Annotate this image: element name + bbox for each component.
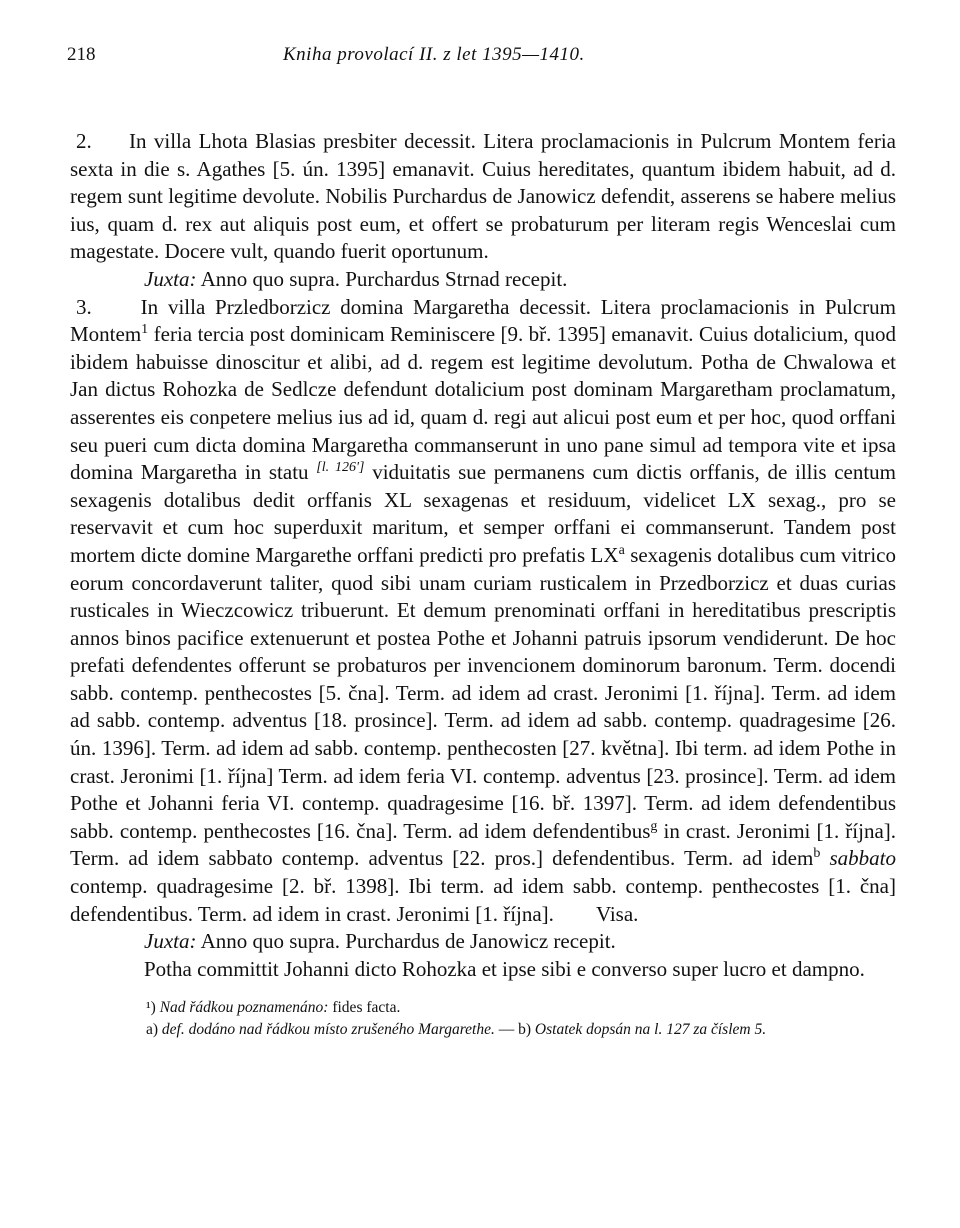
folio-marker: [l. 126'] bbox=[316, 460, 365, 476]
footnote-ref-g: g bbox=[650, 818, 658, 834]
entry-3-text-a: In villa Przledborzicz domina Margaretha decessit. Litera proclamacionis in Pulcrum Montem bbox=[70, 294, 896, 347]
entry-3-text-e: in crast. Jeronimi [1. října]. Term. ad idem sabbato contemp. adventus [22. pros.] defendentibus. Term. ad idem bbox=[70, 818, 897, 871]
footnote-a-text: def. dodáno nad řádkou místo zrušeného Margarethe. bbox=[161, 1021, 495, 1039]
footnote-1-mark: ¹) bbox=[146, 999, 156, 1017]
entry-3-closing bbox=[70, 956, 896, 984]
entry-3-number: 3. bbox=[76, 294, 92, 319]
footnote-ref-1: 1 bbox=[141, 322, 149, 338]
entry-3-text-g: contemp. quadragesime [2. bř. 1398]. Ibi term. ad idem sabb. contemp. penthecostes [1. čna] defendentibus. Term. ad idem in crast. Jeronimi [1. října]. bbox=[70, 874, 896, 926]
juxta-label: Juxta: bbox=[144, 266, 197, 291]
entry-3-text-d: sexagenis dotalibus cum vitrico eorum concordaverunt taliter, quod sibi unam curiam rusticalem in Przedborzicz et duas curias rusticales in Wieczcowicz tribuerunt. Et demum prenominati orffani in hereditatibus prescriptis annos binos pacifice extenuerunt et postea Pothe et Johanni patruis ipsorum vendiderunt. De hoc prefati defendentes offerunt se probaturos per invencionem dominorum baronum. Term. docendi sabb. contemp. penthecostes [5. čna]. Term. ad idem ad crast. Jeronimi [1. října]. Term. ad idem ad sabb. contemp. adventus [18. prosince]. Term. ad idem ad sabb. contemp. quadragesime [26. ún. 1396]. Term. ad idem ad sabb. contemp. penthecosten [27. května]. Ibi term. ad idem Pothe in crast. Jeronimi [1. října] Term. ad idem feria VI. contemp. adventus [23. prosince]. Term. ad idem Pothe et Johanni feria VI. contemp. quadragesime [16. bř. 1397]. Term. ad idem defendentibus sabb. contemp. penthecostes [16. čna]. Term. ad idem defendentibus bbox=[70, 542, 896, 843]
footnote-b-mark: — b) bbox=[498, 1021, 532, 1039]
entry-3 bbox=[70, 294, 896, 929]
entry-3-text-b: feria tercia post dominicam Reminiscere [9. bř. 1395] emanavit. Cuius dotalicium, quod ibidem habuisse dinoscitur et alibi, ad d. regem est legitime devolutum. Potha de Chwalowa et Jan dictus Rohozka de Sedlcze defendunt dotalicium post dominam Margaretham proclamatum, asserentes eis conpetere melius ius ad id, quam d. regi aut alicui post eum et per hoc, quod orffani seu pueri cum dicta domina Margaretha commanserunt in uno pane simul ad tempora vite et ipsa domina Margaretha in statu bbox=[70, 322, 897, 485]
entry-3-text-c: viduitatis sue permanens cum dictis orffanis, de illis centum sexagenis dotalibus dedit orffanis XL sexagenas et residuum, videlicet LX sexag., pro se reservavit et cum hoc superduxit maritum, et semper orffani ei commanserunt. Tandem post mortem dicte domine Margarethe orffani predicti pro prefatis LX bbox=[70, 460, 897, 567]
footnote-1-text: fides facta. bbox=[332, 999, 401, 1017]
page-header bbox=[67, 44, 896, 78]
entry-2-text: In villa Lhota Blasias presbiter decessit. Litera proclamacionis in Pulcrum Montem feria sexta in die s. Agathes [5. ún. 1395] emanavit. Cuius hereditates, quantum ibidem habuit, ad d. regem sunt legitime devolute. Nobilis Purchardus de Janowicz defendit, asserens se habere melius ius, quam d. rex aut aliquis post eum, et offert se probaturum per literam regis Wenceslai cum magestate. Docere vult, quando fuerit oportunum. bbox=[70, 129, 896, 264]
juxta-text: Anno quo supra. Purchardus Strnad recepit. bbox=[200, 266, 568, 291]
superscript-a: a bbox=[618, 542, 625, 558]
footnote-a-b bbox=[146, 1019, 896, 1041]
entry-2 bbox=[70, 128, 896, 266]
visa-note: Visa. bbox=[595, 901, 639, 926]
running-title: Kniha provolací II. z let 1395—1410. bbox=[283, 44, 585, 65]
footnotes bbox=[70, 997, 896, 1041]
page-number: 218 bbox=[67, 44, 96, 65]
closing-text: Potha committit Johanni dicto Rohozka et ipse sibi e converso super lucro et dampno. bbox=[144, 956, 865, 981]
entry-2-juxta bbox=[70, 266, 896, 294]
document-page bbox=[67, 44, 897, 1041]
entry-3-juxta bbox=[70, 928, 896, 956]
juxta-label: Juxta: bbox=[144, 929, 197, 954]
footnote-1-label: Nad řádkou poznamenáno: bbox=[159, 999, 329, 1017]
footnote-1 bbox=[146, 997, 896, 1019]
footnote-b-text: Ostatek dopsán na l. 127 za číslem 5. bbox=[534, 1021, 767, 1039]
main-text bbox=[70, 128, 896, 983]
footnote-ref-b: b bbox=[813, 846, 821, 862]
entry-3-text-italic: sabbato bbox=[829, 846, 896, 871]
entry-2-number: 2. bbox=[76, 129, 92, 153]
juxta-text: Anno quo supra. Purchardus de Janowicz recepit. bbox=[200, 929, 616, 954]
footnote-a-mark: a) bbox=[146, 1021, 159, 1039]
